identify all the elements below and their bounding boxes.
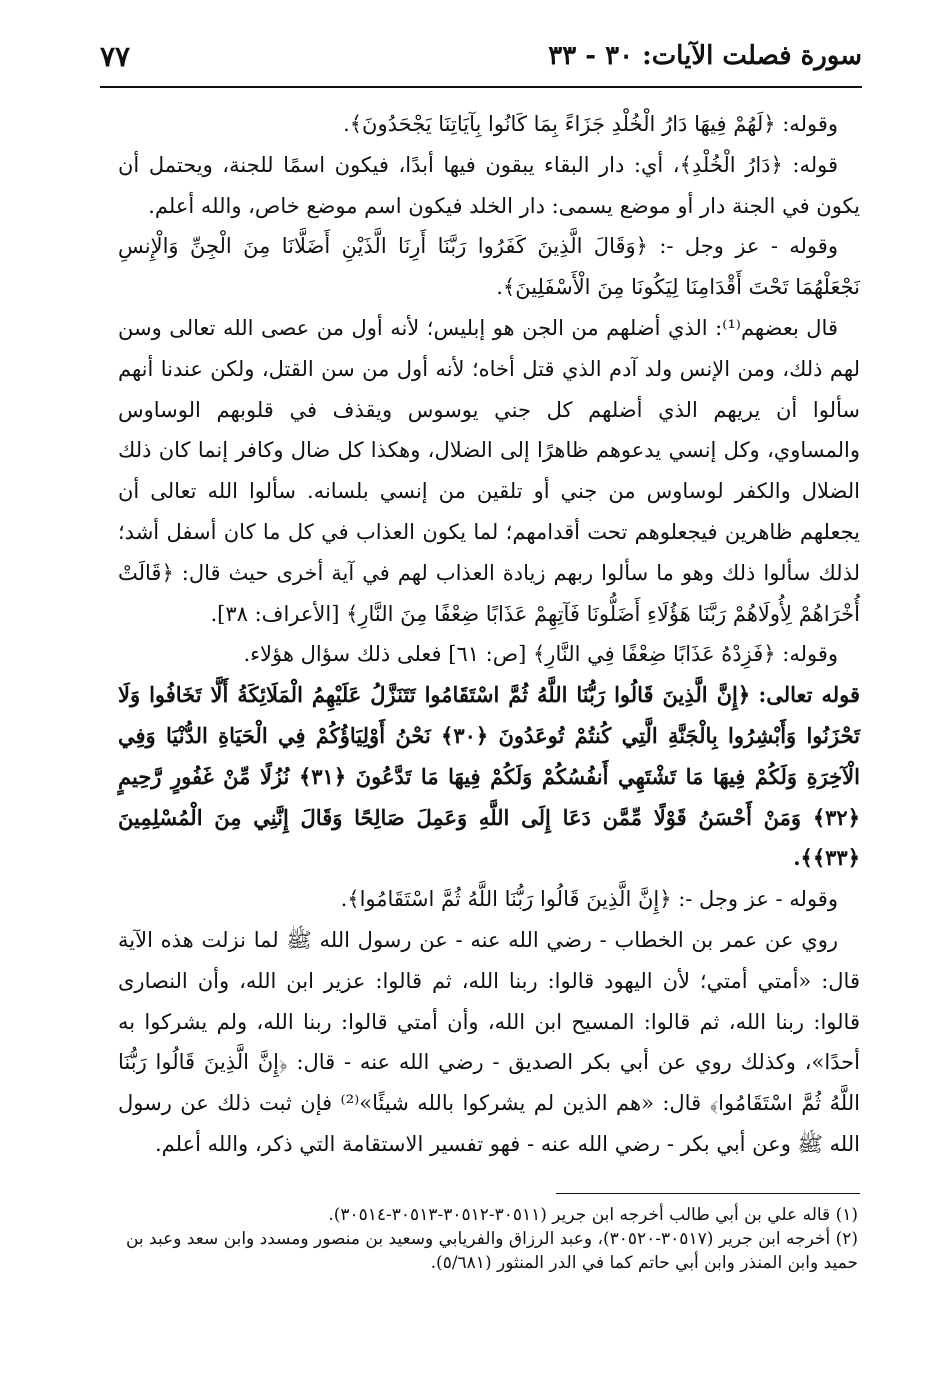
footnotes	[118, 1203, 858, 1275]
paragraph-2: قوله: ﴿دَارُ الْخُلْدِ﴾، أي: دار البقاء يبقون فيها أبدًا، فيكون اسمًا للجنة، ويحتمل أن يكون في الجنة دار أو موضع يسمى: دار الخلد فيكون اسم موضع خاص، والله أعلم.	[118, 152, 860, 218]
footnote-rule	[556, 1193, 860, 1194]
paragraph-5: وقوله: ﴿فَزِدْهُ عَذَابًا ضِعْفًا فِي النَّارِ﴾ [ص: ٦١] فعلى ذلك سؤال هؤلاء.	[243, 642, 838, 667]
footnote-1: (١) قاله علي بن أبي طالب أخرجه ابن جرير (٣٠٥١١-٣٠٥١٢-٣٠٥١٣-٣٠٥١٤).	[328, 1205, 858, 1225]
page-number: ٧٧	[100, 39, 131, 73]
verse-text: ﴿إِنَّ الَّذِينَ قَالُوا رَبُّنَا اللَّهُ ثُمَّ اسْتَقَامُوا تَتَنَزَّلُ عَلَيْهِمُ الْمَلَائِكَةُ أَلَّا تَخَافُوا وَلَا تَحْزَنُوا وَأَبْشِرُوا بِالْجَنَّةِ الَّتِي كُنتُمْ تُوعَدُونَ ﴿٣٠﴾ نَحْنُ أَوْلِيَاؤُكُمْ فِي الْحَيَاةِ الدُّنْيَا وَفِي الْآخِرَةِ وَلَكُمْ فِيهَا مَا تَشْتَهِي أَنفُسُكُمْ وَلَكُمْ فِيهَا مَا تَدَّعُونَ ﴿٣١﴾ نُزُلًا مِّنْ غَفُورٍ رَّحِيمٍ ﴿٣٢﴾ وَمَنْ أَحْسَنُ قَوْلًا مِّمَّن دَعَا إِلَى اللَّهِ وَعَمِلَ صَالِحًا وَقَالَ إِنَّنِي مِنَ الْمُسْلِمِينَ ﴿٣٣﴾﴾.	[118, 682, 860, 871]
paragraph-6: وقوله - عز وجل -: ﴿إِنَّ الَّذِينَ قَالُوا رَبُّنَا اللَّهُ ثُمَّ اسْتَقَامُوا﴾.	[340, 887, 838, 912]
footnote-2: (٢) أخرجه ابن جرير (٣٠٥١٧-٣٠٥٢٠)، وعبد الرزاق والفريابي وسعيد بن منصور ومسدد وابن سعد وعبد بن حميد وابن المنذر وابن أبي حاتم كما في الدر المنثور (٥/٦٨١).	[125, 1229, 858, 1273]
surah-title: سورة فصلت الآيات: ٣٠ - ٣٣	[548, 41, 862, 71]
paragraph-1: وقوله: ﴿لَهُمْ فِيهَا دَارُ الْخُلْدِ جَزَاءً بِمَا كَانُوا بِآيَاتِنَا يَجْحَدُونَ﴾.	[343, 112, 838, 136]
verse-block	[118, 675, 860, 879]
paragraph-4: قال بعضهم⁽¹⁾: الذي أضلهم من الجن هو إبليس؛ لأنه أول من عصى الله تعالى وسن لهم ذلك، ومن الإنس ولد آدم الذي قتل أخاه؛ لأنه أول من سن القتل، ولكن عندنا أنهم سألوا أن يريهم الذي أضلهم كل جني يوسوس ويقذف في قلوبهم الوساوس والمساوي، وكل إنسي يدعوهم ظاهرًا إلى الضلال، وهكذا كل ضال وكافر إنما كان ذلك الضلال والكفر لوساوس من جني أو تلقين من إنسي بلسانه. سألوا الله تعالى أن يجعلهم ظاهرين فيجعلوهم تحت أقدامهم؛ لما يكون العذاب في كل ما كان أسفل أشد؛ لذلك سألوا ذلك وهو ما سألوا ربهم زيادة العذاب لهم في آية أخرى حيث قال: ﴿قَالَتْ أُخْرَاهُمْ لِأُولَاهُمْ رَبَّنَا هَؤُلَاءِ أَضَلُّونَا فَآتِهِمْ عَذَابًا ضِعْفًا مِنَ النَّارِ﴾ [الأعراف: ٣٨].	[118, 315, 860, 626]
verse-lead: قوله تعالى:	[758, 682, 861, 708]
header-rule	[100, 86, 862, 88]
running-header	[100, 34, 862, 78]
paragraph-7: روي عن عمر بن الخطاب - رضي الله عنه - عن رسول الله ﷺ لما نزلت هذه الآية قال: «أمتي أمتي؛ لأن اليهود قالوا: ربنا الله، ثم قالوا: عزير ابن الله، وأن النصارى قالوا: ربنا الله، ثم قالوا: المسيح ابن الله، وأن أمتي قالوا: ربنا الله، ولم يشركوا به أحدًا»، وكذلك روي عن أبي بكر الصديق - رضي الله عنه - قال: ﴿إِنَّ الَّذِينَ قَالُوا رَبُّنَا اللَّهُ ثُمَّ اسْتَقَامُوا﴾ قال: «هم الذين لم يشركوا بالله شيئًا»⁽²⁾ فإن ثبت ذلك عن رسول الله ﷺ وعن أبي بكر - رضي الله عنه - فهو تفسير الاستقامة التي ذكر، والله أعلم.	[118, 927, 860, 1156]
main-text	[118, 104, 860, 1165]
paragraph-3: وقوله - عز وجل -: ﴿وَقَالَ الَّذِينَ كَفَرُوا رَبَّنَا أَرِنَا الَّذَيْنِ أَضَلَّانَا مِنَ الْجِنِّ وَالْإِنسِ نَجْعَلْهُمَا تَحْتَ أَقْدَامِنَا لِيَكُونَا مِنَ الْأَسْفَلِينَ﴾.	[118, 234, 860, 300]
